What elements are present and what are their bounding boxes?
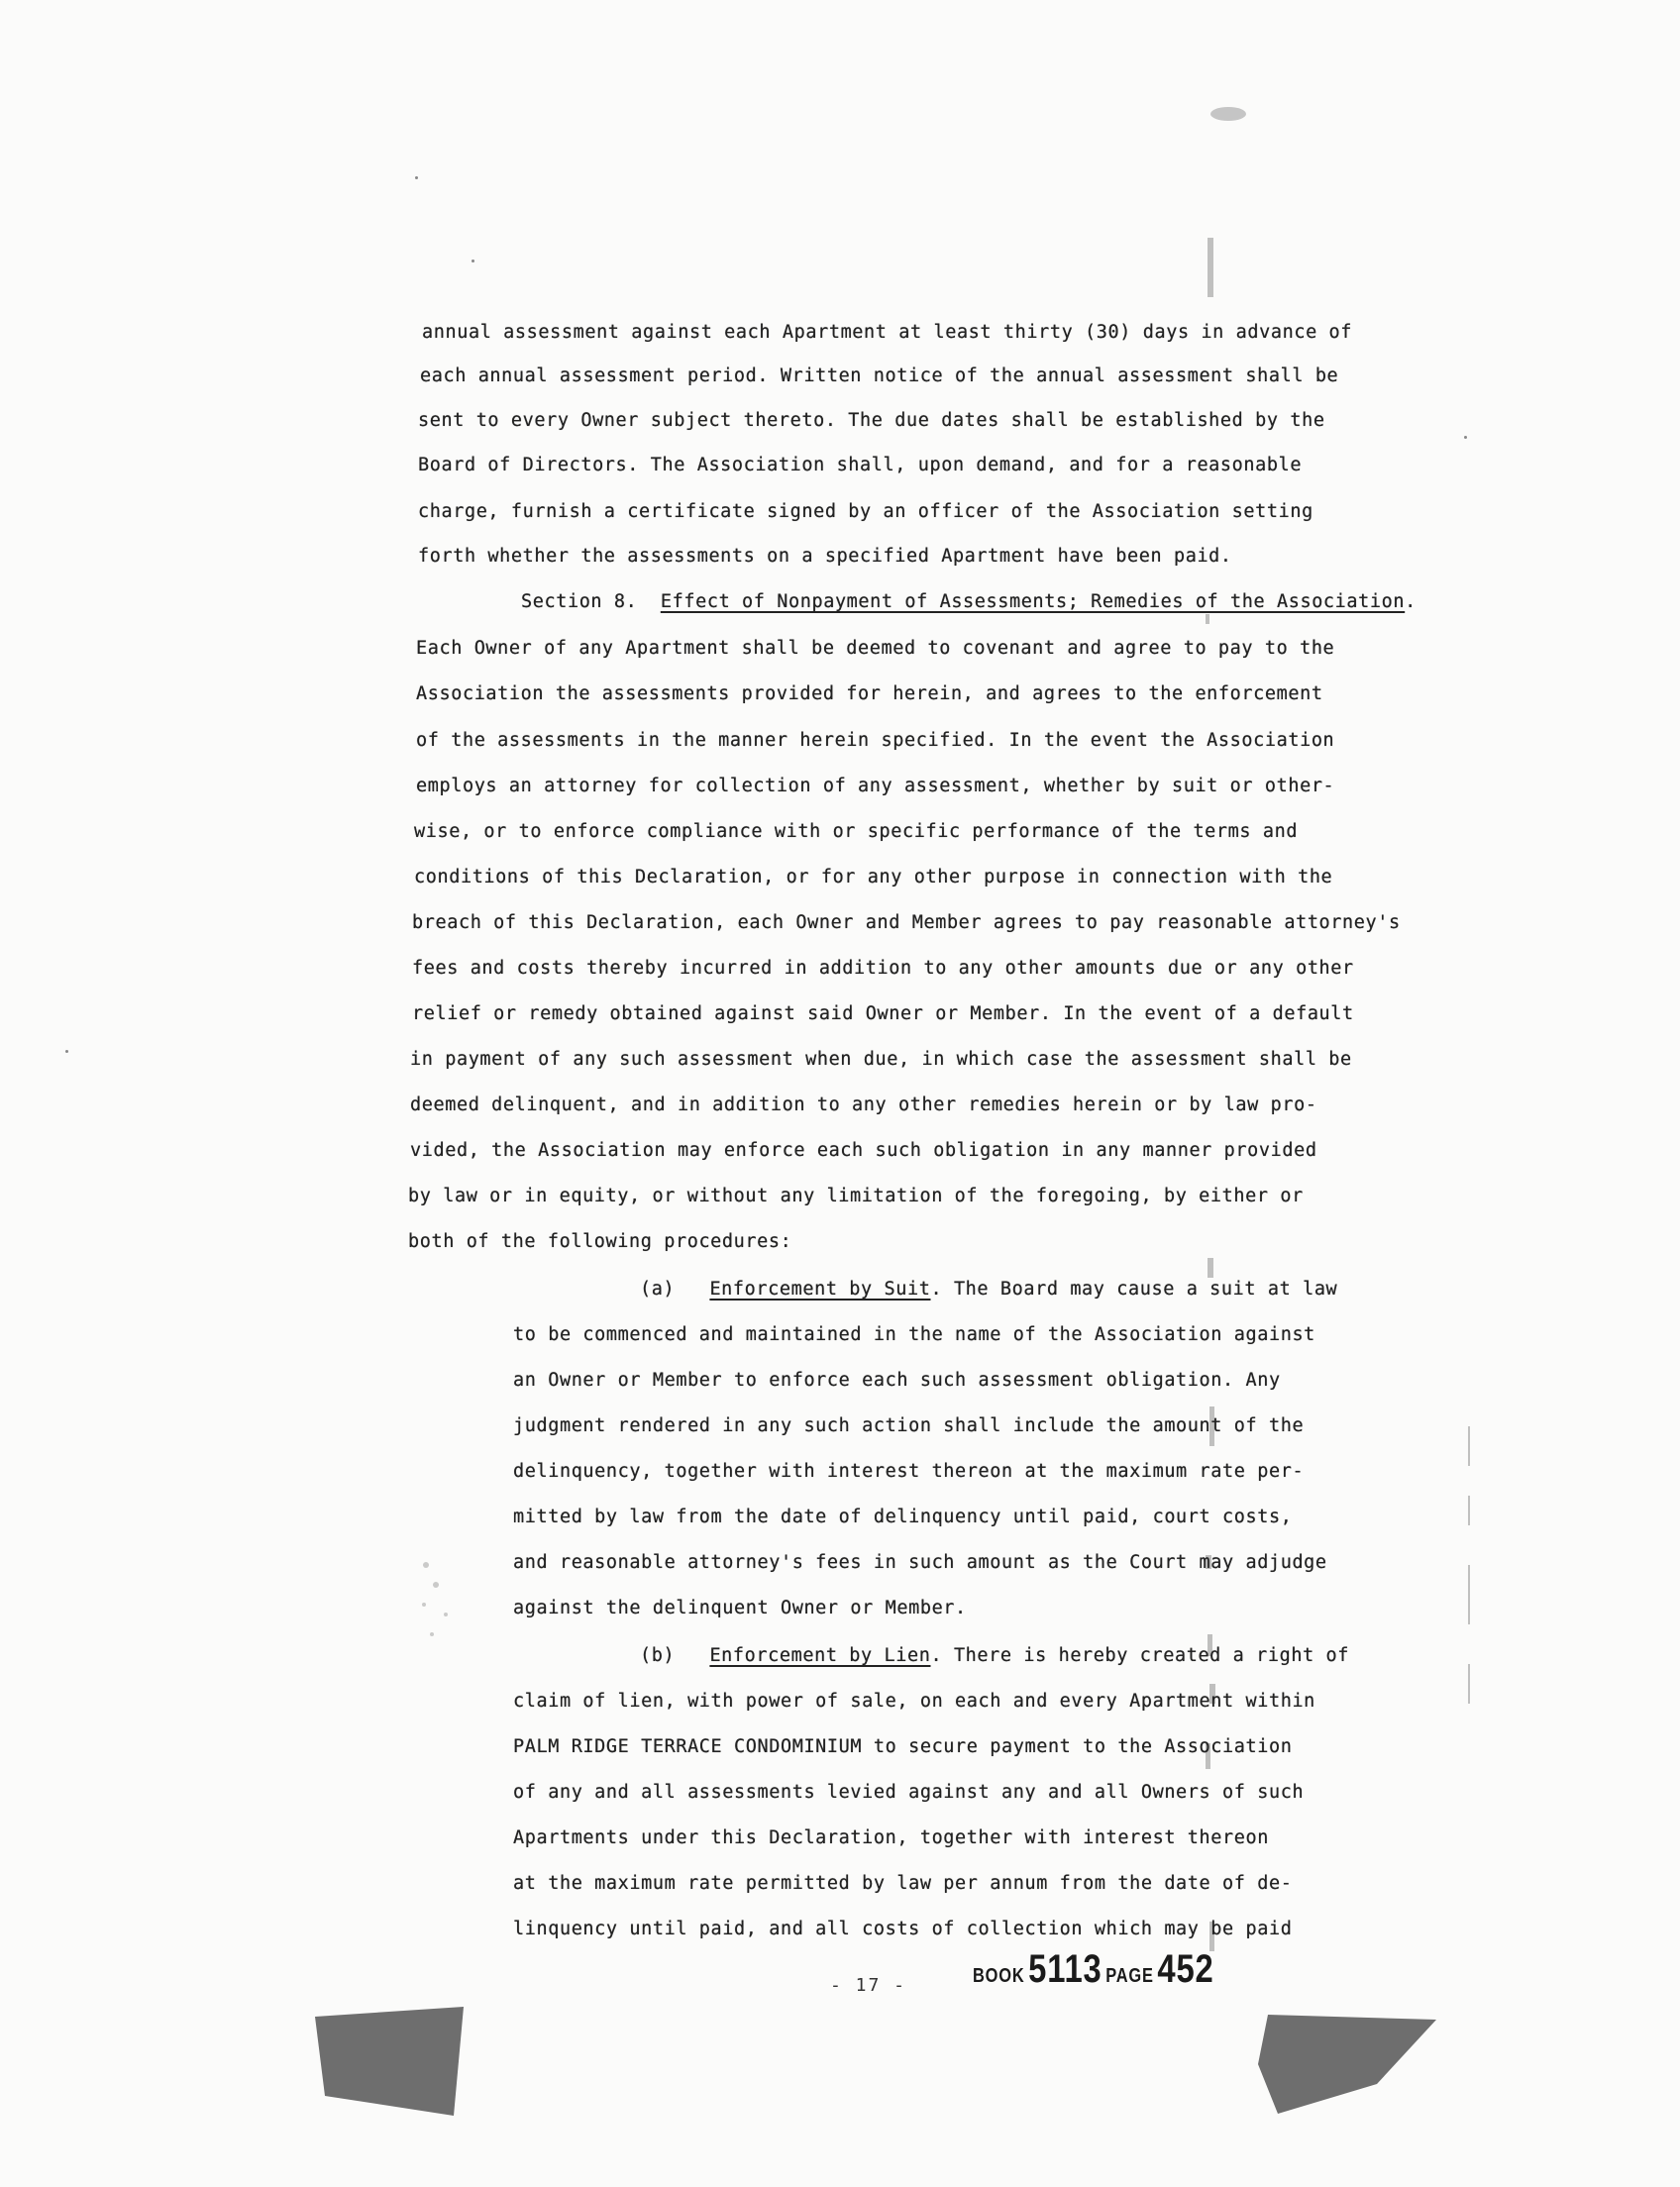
- item-b-line: linquency until paid, and all costs of collection which may be paid: [513, 1919, 1293, 1939]
- item-b-line: of any and all assessments levied against any and all Owners of such: [513, 1782, 1305, 1803]
- paragraph-line: conditions of this Declaration, or for any other purpose in connection with the: [414, 867, 1333, 887]
- section-8-title-end: .: [1405, 591, 1417, 612]
- paragraph-line: relief or remedy obtained against said Owner or Member. In the event of a default: [412, 1003, 1354, 1024]
- paragraph-line: each annual assessment period. Written notice of the annual assessment shall be: [420, 365, 1339, 386]
- scan-speck: [1464, 436, 1467, 439]
- page-value: 452: [1157, 1947, 1214, 1991]
- item-a-heading: Enforcement by Suit: [709, 1279, 931, 1300]
- paragraph-line: both of the following procedures:: [408, 1231, 792, 1252]
- paragraph-line: vided, the Association may enforce each such obligation in any manner provided: [410, 1140, 1317, 1161]
- item-b-line: at the maximum rate permitted by law per annum from the date of de-: [513, 1873, 1293, 1894]
- scan-smudge-top-right: [1194, 99, 1263, 129]
- page-label: PAGE: [1105, 1965, 1154, 1987]
- item-a-first-rest: . The Board may cause a suit at law: [930, 1279, 1338, 1300]
- item-b-first-line: [640, 1644, 1349, 1668]
- paragraph-line: forth whether the assessments on a specified Apartment have been paid.: [418, 546, 1232, 567]
- item-b-line: Apartments under this Declaration, together with interest thereon: [513, 1827, 1269, 1848]
- book-number: 5113: [1028, 1947, 1102, 1991]
- paragraph-line: fees and costs thereby incurred in addition to any other amounts due or any other: [412, 958, 1354, 979]
- paragraph-line: breach of this Declaration, each Owner and Member agrees to pay reasonable attorney's: [412, 912, 1401, 933]
- section-8-label: Section 8.: [521, 591, 638, 612]
- item-a-line: against the delinquent Owner or Member.: [513, 1598, 967, 1618]
- item-a-line: to be commenced and maintained in the name of the Association against: [513, 1324, 1315, 1345]
- paragraph-line: charge, furnish a certificate signed by an officer of the Association setting: [418, 501, 1313, 522]
- paragraph-line: employs an attorney for collection of any assessment, whether by suit or other-: [416, 776, 1335, 796]
- item-a-line: an Owner or Member to enforce each such assessment obligation. Any: [513, 1370, 1281, 1391]
- paragraph-line: of the assessments in the manner herein specified. In the event the Association: [416, 730, 1335, 751]
- scan-speck: [415, 176, 418, 179]
- scan-corner-bottom-right: [1258, 2015, 1436, 2114]
- scan-mark-right-edge: [1464, 1426, 1476, 1783]
- item-b-line: claim of lien, with power of sale, on each and every Apartment within: [513, 1691, 1315, 1712]
- section-8-heading: [521, 590, 1417, 614]
- scan-corner-bottom-left: [315, 2007, 464, 2116]
- page-number: - 17 -: [830, 1975, 907, 1996]
- paragraph-line: by law or in equity, or without any limitation of the foregoing, by either or: [408, 1186, 1304, 1206]
- scan-speck: [472, 260, 474, 262]
- paragraph-line: wise, or to enforce compliance with or specific performance of the terms and: [414, 821, 1299, 842]
- paragraph-line: Each Owner of any Apartment shall be deemed to covenant and agree to pay to the: [416, 638, 1335, 659]
- scan-speck: [65, 1050, 68, 1053]
- paragraph-line: Association the assessments provided for herein, and agrees to the enforcement: [416, 683, 1323, 704]
- section-8-title: Effect of Nonpayment of Assessments; Remedies of the Association: [660, 591, 1406, 612]
- item-a-line: delinquency, together with interest thereon at the maximum rate per-: [513, 1461, 1305, 1482]
- item-a-label: (a): [640, 1279, 676, 1300]
- item-a-line: and reasonable attorney's fees in such amount as the Court may adjudge: [513, 1552, 1327, 1573]
- book-label: BOOK: [973, 1965, 1025, 1987]
- scan-blot-left: [406, 1545, 466, 1654]
- item-a-line: judgment rendered in any such action shall include the amount of the: [513, 1415, 1305, 1436]
- item-b-label: (b): [640, 1645, 676, 1666]
- paragraph-line: sent to every Owner subject thereto. The due dates shall be established by the: [418, 410, 1325, 431]
- item-a-first-line: [640, 1278, 1337, 1302]
- item-b-line: PALM RIDGE TERRACE CONDOMINIUM to secure payment to the Association: [513, 1736, 1293, 1757]
- item-b-first-rest: . There is hereby created a right of: [930, 1645, 1350, 1666]
- item-a-line: mitted by law from the date of delinquency until paid, court costs,: [513, 1507, 1293, 1527]
- paragraph-line: deemed delinquent, and in addition to any other remedies herein or by law pro-: [410, 1094, 1317, 1115]
- paragraph-line: annual assessment against each Apartment at least thirty (30) days in advance of: [422, 322, 1353, 343]
- book-page-stamp: [973, 1947, 1214, 1992]
- paragraph-line: in payment of any such assessment when due, in which case the assessment shall be: [410, 1049, 1352, 1070]
- item-b-heading: Enforcement by Lien: [709, 1645, 931, 1666]
- paragraph-line: Board of Directors. The Association shall, upon demand, and for a reasonable: [418, 455, 1303, 475]
